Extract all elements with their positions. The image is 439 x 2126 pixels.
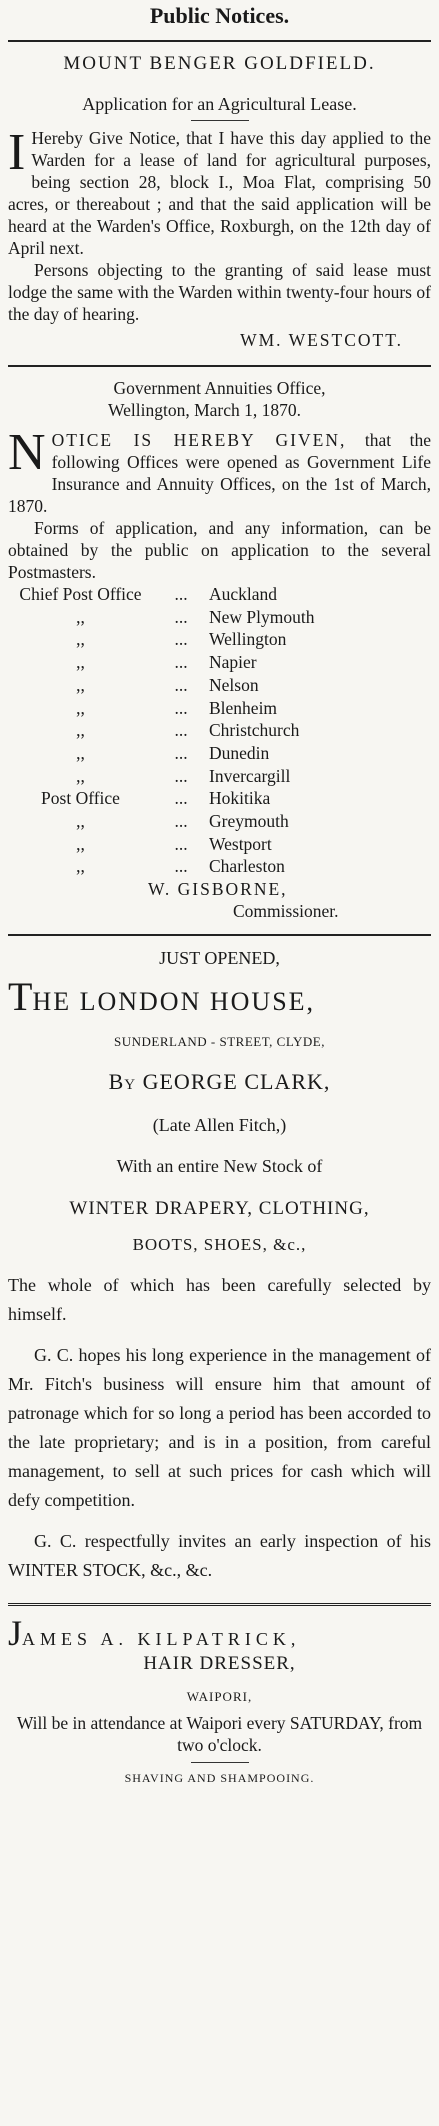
paragraph-3: G. C. respectfully invites an early inspection of his WINTER STOCK, &c., &c.: [8, 1531, 431, 1581]
divider: [8, 40, 431, 42]
leader-dots: ...: [174, 674, 188, 695]
office-town: Auckland: [209, 584, 278, 604]
drop-cap: N: [8, 424, 46, 481]
leader-dots: ...: [174, 629, 188, 650]
notice-body-2: Forms of application, and any information, can be obtained by the public on application to the several Postmasters.: [8, 518, 431, 582]
just-opened: JUST OPENED,: [159, 948, 280, 969]
stock-line: With an entire New Stock of: [116, 1156, 323, 1177]
trade: HAIR DRESSER,: [143, 1653, 296, 1675]
office-kind: ,,: [76, 606, 85, 627]
office-kind: ,,: [76, 833, 85, 854]
office-kind: ,,: [76, 674, 85, 695]
notice-body-text: that the following Offices were opened as Government Life Insurance and Annuity Offices, on the 1st of March, 1870.: [8, 430, 431, 516]
office-town: Christchurch: [209, 720, 300, 741]
notice-title: MOUNT BENGER GOLDFIELD.: [63, 53, 376, 74]
notice-body: [8, 124, 431, 259]
office-kind: Post Office: [41, 788, 120, 809]
double-divider: [8, 1603, 431, 1606]
leader-dots: ...: [174, 606, 188, 627]
divider: [8, 365, 431, 367]
leader-dots: ...: [174, 765, 188, 786]
notice-subtitle: Application for an Agricultural Lease.: [82, 94, 357, 114]
office-row: [8, 583, 431, 606]
office-kind: ,,: [76, 720, 85, 741]
paragraph-2: G. C. hopes his long experience in the management of Mr. Fitch's business will ensure him that amount of patronage which for so long a period has been accorded to the late proprietary; and is in a position, from careful management, to sell at such prices for cash which will defy competition.: [8, 1345, 431, 1511]
short-rule: [191, 120, 249, 121]
barber-name: [8, 1613, 431, 1654]
office-kind: ,,: [76, 697, 85, 718]
leader-dots: ...: [174, 856, 188, 877]
drop-cap: I: [8, 124, 26, 181]
office-row: [8, 651, 431, 674]
office-town: Westport: [209, 833, 272, 854]
office-town: Napier: [209, 652, 257, 673]
office-row: [8, 765, 431, 788]
notice-kilpatrick: [8, 1613, 431, 1787]
office-kind: ,,: [76, 765, 85, 786]
leader-dots: ...: [174, 742, 188, 763]
shop-name: [8, 974, 431, 1020]
shop-name-text: HE LONDON HOUSE,: [32, 987, 316, 1017]
office-kind: Chief Post Office: [19, 584, 142, 604]
office-row: [8, 833, 431, 856]
drop-cap: J: [8, 1613, 23, 1654]
office-row: [8, 742, 431, 765]
office-town: Nelson: [209, 674, 259, 695]
office-kind: ,,: [76, 742, 85, 763]
place-date: Wellington, March 1, 1870.: [108, 400, 302, 420]
goods-line-1: WINTER DRAPERY, CLOTHING,: [69, 1198, 370, 1220]
late-owner: (Late Allen Fitch,): [152, 1115, 287, 1136]
goods-line-2: BOOTS, SHOES, &c.,: [132, 1235, 307, 1255]
attendance: Will be in attendance at Waipori every SATURDAY, from two o'clock.: [16, 1713, 423, 1756]
proprietor: By GEORGE CLARK,: [108, 1069, 331, 1095]
notice-mount-benger: [8, 52, 431, 351]
leader-dots: ...: [174, 720, 188, 741]
office-row: [8, 697, 431, 720]
notice-london-house: [8, 944, 431, 1585]
office-row: [8, 855, 431, 878]
office-row: [8, 810, 431, 833]
notice-body-text: Hereby Give Notice, that I have this day applied to the Warden for a lease of land for agricultural purposes, being section 28, block I., Moa Flat, comprising 50 acres, or thereabout ; and that the said application will be heard at the Warden's Office, Roxburgh, on the 12th day of April next.: [8, 128, 431, 258]
signature: WM. WESTCOTT.: [240, 330, 403, 350]
section-header: Public Notices.: [149, 3, 290, 28]
notice-body-2: Persons objecting to the granting of said lease must lodge the same with the Warden within twenty-four hours of the day of hearing.: [8, 260, 431, 324]
street: SUNDERLAND - STREET, CLYDE,: [114, 1034, 325, 1050]
office-town: Wellington: [209, 629, 287, 650]
office-kind: ,,: [76, 856, 85, 877]
office-row: [8, 674, 431, 697]
leader-dots: ...: [174, 697, 188, 718]
office-row: [8, 787, 431, 810]
leader-dots: ...: [174, 811, 188, 832]
office-town: Blenheim: [209, 697, 278, 718]
office-town: Charleston: [209, 856, 285, 877]
office-row: [8, 719, 431, 742]
leader-dots: ...: [174, 652, 188, 673]
notice-body: [8, 424, 431, 517]
place: WAIPORI,: [186, 1689, 253, 1705]
office-town: New Plymouth: [209, 606, 315, 627]
office-list: [8, 583, 431, 878]
office-town: Hokitika: [209, 788, 271, 809]
short-rule: [191, 1762, 249, 1763]
office-line: Government Annuities Office,: [113, 378, 326, 398]
notice-lead: OTICE IS HEREBY GIVEN,: [51, 430, 347, 450]
leader-dots: ...: [174, 788, 188, 809]
leader-dots: ...: [174, 584, 188, 604]
divider: [8, 934, 431, 936]
barber-name-text: AMES A. KILPATRICK,: [22, 1629, 301, 1650]
office-kind: ,,: [76, 652, 85, 673]
signature: W. GISBORNE,: [148, 879, 288, 900]
office-row: [8, 628, 431, 651]
office-town: Dunedin: [209, 742, 270, 763]
office-kind: ,,: [76, 629, 85, 650]
office-row: [8, 606, 431, 629]
services: SHAVING AND SHAMPOOING.: [124, 1771, 315, 1786]
office-kind: ,,: [76, 811, 85, 832]
notice-annuities: [8, 377, 431, 922]
office-town: Greymouth: [209, 811, 289, 832]
leader-dots: ...: [174, 833, 188, 854]
drop-cap: T: [8, 974, 33, 1020]
paragraph-1: The whole of which has been carefully selected by himself.: [8, 1275, 431, 1325]
signature-title: Commissioner.: [233, 901, 339, 922]
office-town: Invercargill: [209, 765, 291, 786]
